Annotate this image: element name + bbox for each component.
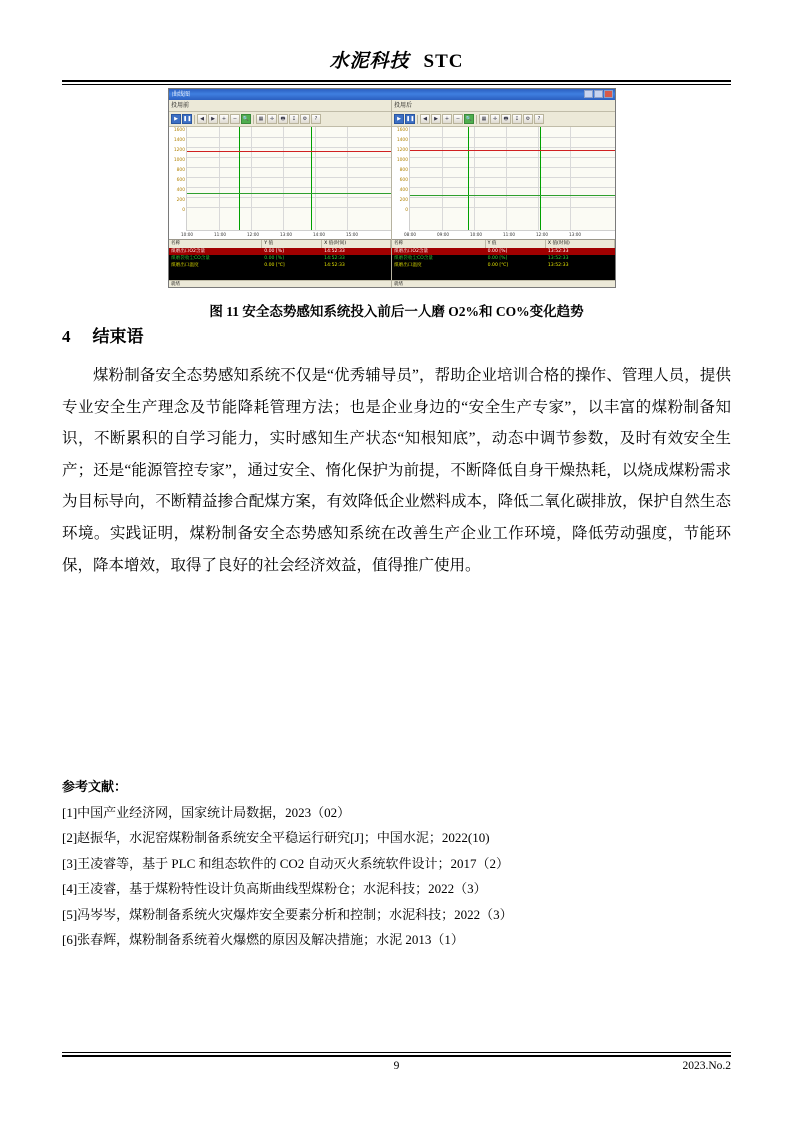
- export-icon[interactable]: ↧: [512, 114, 522, 124]
- zoom-in-icon[interactable]: +: [442, 114, 452, 124]
- figure-screenshot: [168, 88, 616, 288]
- grid-icon[interactable]: ▦: [479, 114, 489, 124]
- y-tick: 1400: [396, 138, 408, 143]
- panel-after: [392, 100, 615, 288]
- table-row[interactable]: [169, 248, 391, 255]
- series-name: 煤磨出口温度: [171, 263, 199, 268]
- x-tick: 13:00: [280, 232, 293, 237]
- print-icon[interactable]: 🖶: [501, 114, 511, 124]
- x-tick: 08:00: [404, 232, 417, 237]
- search-icon[interactable]: 🔍: [242, 116, 250, 122]
- y-tick: 800: [399, 168, 408, 173]
- series-time: 13:52:33: [547, 249, 569, 254]
- y-tick: 800: [176, 168, 185, 173]
- table-row[interactable]: [169, 262, 391, 269]
- references-heading: 参考文献：: [62, 779, 128, 794]
- pause-icon[interactable]: ❚❚: [406, 116, 415, 122]
- series-value: 0.00 [%]: [264, 256, 284, 261]
- chart-after: [392, 127, 615, 231]
- table-header-row: [169, 240, 391, 248]
- close-icon[interactable]: [604, 90, 613, 98]
- reference-item: [2]赵振华，水泥窑煤粉制备系统安全平稳运行研究[J]；中国水泥；2022(10): [62, 830, 490, 846]
- window-controls[interactable]: [584, 90, 613, 98]
- section-heading: [62, 322, 144, 347]
- cursor-line[interactable]: [468, 127, 469, 230]
- footer-rule: [62, 1052, 731, 1057]
- toolbar-separator: [194, 115, 195, 124]
- column-header-yvalue: Y 值: [262, 240, 322, 248]
- zoom-out-icon[interactable]: −: [230, 114, 240, 124]
- x-axis-before: [169, 231, 391, 239]
- y-tick: 0: [405, 208, 408, 213]
- section-title: 结束语: [92, 327, 144, 346]
- section-paragraph: 煤粉制备安全态势感知系统不仅是“优秀辅导员”，帮助企业培训合格的操作、管理人员，提供专业安全生产理念及节能降耗管理方法；也是企业身边的“安全生产专家”，以丰富的煤粉制备知识，不断累积的自学习能力，实时感知生产状态“知根知底”，动态中调节参数，及时有效安全生产；还是“能源管控专家”，通过安全、惰化保护为前提，不断降低自身干燥热耗，以烧成煤粉需求为目标导向，不断精益掺合配煤方案，有效降低企业燃料成本，降低二氧化碳排放，保护自然生态环境。实践证明，煤粉制备安全态势感知系统在改善生产企业工作环境，降低劳动强度，节能环保，降本增效，取得了良好的社会经济效益，值得推广使用。: [62, 367, 731, 574]
- legend-table-before: [169, 239, 391, 280]
- y-tick: 1000: [396, 158, 408, 163]
- series-name: 煤磨出口O2含量: [171, 249, 206, 254]
- maximize-icon[interactable]: [594, 90, 603, 98]
- x-tick: 10:00: [470, 232, 483, 237]
- x-tick: 11:00: [503, 232, 516, 237]
- references-list: [62, 800, 731, 952]
- x-tick: 14:00: [313, 232, 326, 237]
- figure-caption: 图 11 安全态势感知系统投入前后一人磨 O2%和 CO%变化趋势: [209, 304, 584, 319]
- chart-before: [169, 127, 391, 231]
- page-header: [0, 46, 793, 73]
- cursor-line[interactable]: [311, 127, 312, 230]
- y-tick: 1600: [173, 128, 185, 133]
- settings-icon[interactable]: ⚙: [300, 114, 310, 124]
- issue-label: 2023.No.2: [682, 1060, 731, 1072]
- x-tick: 13:00: [569, 232, 582, 237]
- cursor-icon[interactable]: ✛: [490, 114, 500, 124]
- journal-name-cn: 水泥科技: [329, 51, 410, 72]
- column-header-name: 名称: [392, 240, 486, 248]
- window-title-text: 曲线图: [172, 91, 191, 98]
- series-time: 14:52:33: [324, 263, 345, 268]
- y-tick: 1600: [396, 128, 408, 133]
- y-tick: 200: [176, 198, 185, 203]
- plot-area-after[interactable]: [409, 127, 615, 231]
- y-tick: 600: [399, 178, 408, 183]
- series-name: 煤磨出口O2含量: [394, 249, 429, 254]
- series-time: 13:52:33: [547, 256, 569, 261]
- panel-after-toolbar[interactable]: [392, 112, 615, 127]
- chart-panels: [169, 100, 615, 288]
- y-tick: 1200: [173, 148, 185, 153]
- grid-icon[interactable]: ▦: [256, 114, 266, 124]
- next-icon[interactable]: ▶: [208, 114, 218, 124]
- panel-before: [169, 100, 392, 288]
- y-tick: 200: [399, 198, 408, 203]
- header-rule: [62, 80, 731, 85]
- play-icon[interactable]: ▶: [171, 114, 181, 124]
- page-number: 9: [393, 1060, 400, 1072]
- settings-icon[interactable]: ⚙: [523, 114, 533, 124]
- help-icon[interactable]: ?: [311, 114, 321, 124]
- pause-icon[interactable]: ❚❚: [183, 116, 192, 122]
- reference-item: [1]中国产业经济网，国家统计局数据，2023（02）: [62, 805, 351, 820]
- x-tick: 15:00: [346, 232, 359, 237]
- toolbar-separator: [253, 115, 254, 124]
- panel-before-toolbar[interactable]: [169, 112, 391, 127]
- x-tick: 10:00: [181, 232, 194, 237]
- print-icon[interactable]: 🖶: [278, 114, 288, 124]
- y-tick: 600: [176, 178, 185, 183]
- table-row[interactable]: [392, 255, 615, 262]
- zoom-out-icon[interactable]: −: [453, 114, 463, 124]
- y-axis-before: [169, 127, 186, 231]
- trace-o2: [410, 195, 615, 196]
- table-row[interactable]: [392, 248, 615, 255]
- search-icon[interactable]: 🔍: [465, 116, 473, 122]
- next-icon[interactable]: ▶: [431, 114, 441, 124]
- panel-before-label: 投用前: [169, 100, 391, 112]
- y-tick: 0: [182, 208, 185, 213]
- column-header-yvalue: Y 值: [486, 240, 546, 248]
- x-tick: 12:00: [536, 232, 549, 237]
- series-time: 14:52:33: [324, 256, 345, 261]
- series-name: 煤磨袋收尘CO含量: [171, 256, 210, 261]
- series-time: 13:52:33: [547, 263, 569, 268]
- series-name: 煤磨袋收尘CO含量: [394, 256, 433, 261]
- y-axis-after: [392, 127, 409, 231]
- y-tick: 400: [176, 188, 185, 193]
- prev-icon[interactable]: ◀: [197, 114, 207, 124]
- column-header-name: 名称: [169, 240, 262, 248]
- reference-item: [4]王凌睿，基于煤粉特性设计负高斯曲线型煤粉仓；水泥科技；2022（3）: [62, 881, 487, 897]
- help-icon[interactable]: ?: [534, 114, 544, 124]
- series-value: 0.00 [℃]: [487, 263, 509, 268]
- trace-temperature: [187, 151, 391, 152]
- section-number: 4: [62, 327, 71, 346]
- table-row[interactable]: [392, 262, 615, 269]
- y-tick: 1400: [173, 138, 185, 143]
- reference-item: [3]王凌睿等，基于 PLC 和组态软件的 CO2 自动灭火系统软件设计；2017（2）: [62, 855, 510, 871]
- play-icon[interactable]: ▶: [394, 114, 404, 124]
- cursor-line[interactable]: [239, 127, 240, 230]
- series-value: 0.00 [%]: [487, 256, 508, 261]
- table-header-row: [392, 240, 615, 248]
- reference-item: [6]张春辉，煤粉制备系统着火爆燃的原因及解决措施；水泥 2013（1）: [62, 932, 464, 948]
- zoom-in-icon[interactable]: +: [219, 114, 229, 124]
- window-titlebar: [169, 89, 615, 100]
- series-value: 0.00 [%]: [487, 249, 508, 254]
- reference-item: [5]冯岑岑，煤粉制备系统火灾爆炸安全要素分析和控制；水泥科技；2022（3）: [62, 906, 513, 922]
- prev-icon[interactable]: ◀: [420, 114, 430, 124]
- cursor-icon[interactable]: ✛: [267, 114, 277, 124]
- column-header-xvalue: X 值(时间): [546, 240, 615, 248]
- table-row[interactable]: [169, 255, 391, 262]
- panel-after-label: 投用后: [392, 100, 615, 112]
- x-tick: 11:00: [214, 232, 227, 237]
- export-icon[interactable]: ↧: [289, 114, 299, 124]
- x-axis-after: [392, 231, 615, 239]
- toolbar-separator: [417, 115, 418, 124]
- series-value: 0.00 [℃]: [264, 263, 285, 268]
- legend-table-after: [392, 239, 615, 280]
- y-tick: 1200: [396, 148, 408, 153]
- y-tick: 400: [399, 188, 408, 193]
- trace-temperature: [410, 150, 615, 151]
- status-bar-after: 就绪: [392, 280, 615, 288]
- status-bar-before: 就绪: [169, 280, 391, 288]
- trace-o2: [187, 193, 391, 194]
- cursor-line[interactable]: [540, 127, 541, 230]
- series-name: 煤磨出口温度: [394, 263, 422, 268]
- y-tick: 1000: [173, 158, 185, 163]
- journal-abbr: STC: [423, 51, 464, 72]
- series-time: 14:52:33: [324, 249, 345, 254]
- toolbar-separator: [476, 115, 477, 124]
- x-tick: 12:00: [247, 232, 260, 237]
- minimize-icon[interactable]: [584, 90, 593, 98]
- series-value: 0.00 [%]: [264, 249, 284, 254]
- plot-area-before[interactable]: [186, 127, 391, 231]
- column-header-xvalue: X 值(时间): [322, 240, 391, 248]
- x-tick: 09:00: [437, 232, 450, 237]
